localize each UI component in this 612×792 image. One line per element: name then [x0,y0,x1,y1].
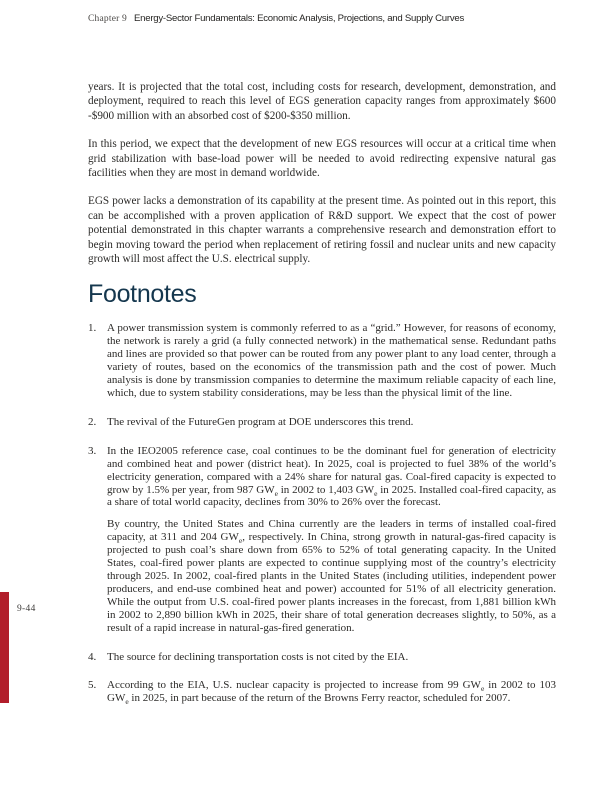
footnote-paragraph: In the IEO2005 reference case, coal continues to be the dominant fuel for generation of electricity and combined heat and power (district heat). In 2025, coal is projected to fuel 38% of the world’s electricity generation, compared with a 24% share for natural gas. Coal-fired capacity is expected to grow by 1.5% per year, from 987 $GW_e$ in 2002 to 1,403 $GW_e$ in 2025. Installed coal-fired capacity, as a share of total world capacity, declines from 30% to 26% over the forecast. [107,444,556,509]
footnote-paragraph: A power transmission system is commonly referred to as a “grid.” However, for reasons of economy, the network is rarely a grid (a fully connected network) in the mathematical sense. Redundant paths and lines are provided so that power can be routed from any power plant to any load center, through a variety of routes, based on the economics of the transmission path and the cost of power. Much analysis is done by transmission companies to determine the maximum reliable capacity of each line, which, due to system stability considerations, may be less than the physical limit of the line. [107,322,556,399]
chapter-label: Chapter 9 [88,14,127,24]
running-header [88,13,558,24]
footnote-number: 4. [88,650,97,663]
body-paragraph: EGS power lacks a demonstration of its capability at the present time. As pointed out in this report, this can be accomplished with a proven application of R&D support. We expect that the cost of power potential demonstrated in this chapter warrants a comprehensive research and demonstration effort to begin moving toward the period when replacement of retiring fossil and nuclear units and new capacity growth will most affect the U.S. electrical supply. [88,195,556,266]
footnote-paragraph: By country, the United States and China currently are the leaders in terms of installed coal-fired capacity, at 311 and 204 $GW_e$, respectively. In China, strong growth in natural-gas-fired capacity is projected to push coal’s share down from 65% to 52% of total generating capacity. In the United States, coal-fired power plants are expected to continue supplying most of the country’s electricity through 2025. In 2002, coal-fired plants in the United States (including utilities, independent power producers, and end-use combined heat and power) accounted for 51% of all electricity generation. While the output from U.S. coal-fired power plants increases in the forecast, from 1,881 billion kWh in 2002 to 2,890 billion kWh in 2025, their share of total generation decreases slightly, to 50%, as a result of a rapid increase in natural-gas-fired generation. [107,518,556,634]
body-paragraph: In this period, we expect that the development of new EGS resources will occur at a critical time when grid stabilization with base-load power will be needed to avoid redirecting expensive natural gas facilities when they are most in demand worldwide. [88,138,556,180]
footnote-paragraph: The revival of the FutureGen program at DOE underscores this trend. [107,415,414,428]
footnotes-heading: Footnotes [88,280,197,309]
footnote-text [107,679,556,705]
footnote-text [107,416,556,429]
page-content [88,80,556,721]
footnote-text [107,651,556,664]
body-paragraph: years. It is projected that the total cost, including costs for research, development, demonstration, and deployment, required to reach this level of EGS generation capacity ranges from approximately $600 -$900 million with an absorbed cost of $200-$350 million. [88,81,556,122]
footnote-text [107,322,556,399]
footnote-item [88,679,556,705]
footnote-number: 3. [88,444,97,457]
page-number: 9-44 [17,604,36,614]
footnote-item [88,416,556,429]
chapter-accent-bar [0,592,9,703]
footnote-number: 1. [88,322,97,335]
chapter-title: Energy-Sector Fundamentals: Economic Analysis, Projections, and Supply Curves [134,13,465,24]
footnote-paragraph: According to the EIA, U.S. nuclear capacity is projected to increase from 99 $GW_e$ in 2002 to 103 $GW_e$ in 2025, in part because of the return of the Browns Ferry reactor, scheduled for 2007. [107,679,556,707]
footnote-item [88,445,556,635]
footnotes-list [88,322,556,705]
footnote-number: 5. [88,679,97,692]
footnote-text [107,445,556,635]
footnote-number: 2. [88,415,97,428]
footnote-item [88,651,556,664]
footnote-paragraph: The source for declining transportation costs is not cited by the EIA. [107,650,409,663]
footnote-item [88,322,556,399]
